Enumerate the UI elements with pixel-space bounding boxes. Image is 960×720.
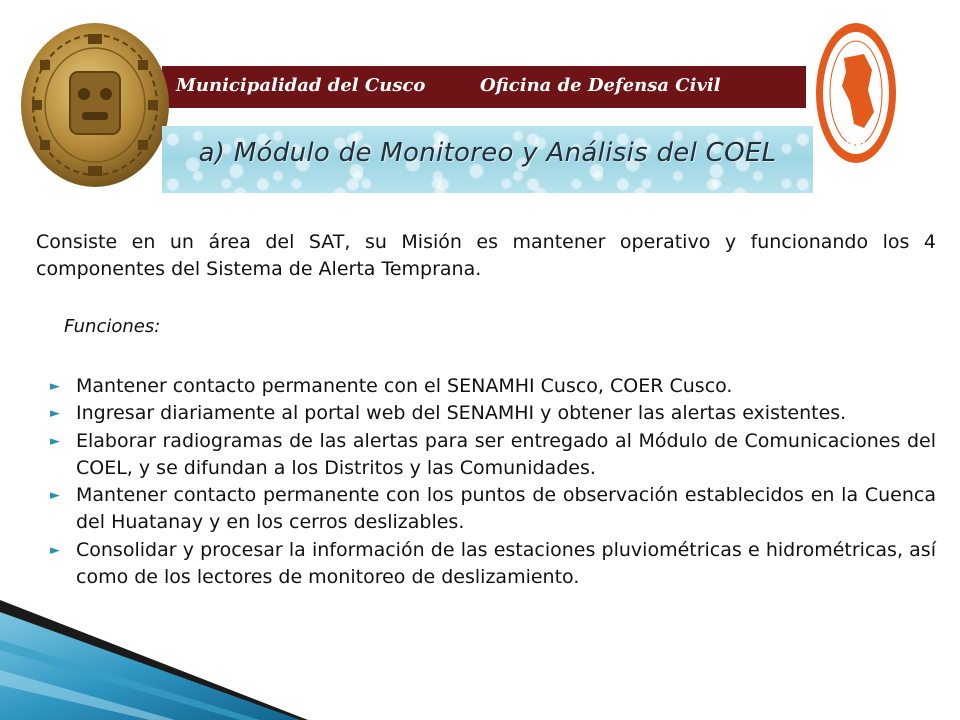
title-banner	[162, 126, 813, 193]
list-item	[50, 537, 936, 592]
functions-list	[50, 373, 936, 591]
triangle-right-icon: ►	[50, 542, 60, 558]
triangle-right-icon: ►	[50, 379, 60, 394]
header-municipality: Municipalidad del Cusco	[176, 75, 426, 96]
header-bar	[162, 66, 806, 108]
list-item	[50, 428, 936, 483]
triangle-right-icon: ►	[50, 406, 60, 422]
triangle-right-icon: ►	[50, 433, 60, 449]
slide-title: a) Módulo de Monitoreo y Análisis del COEL	[198, 138, 777, 168]
list-item-text: Ingresar diariamente al portal web del SENAMHI y obtener las alertas existentes.	[76, 402, 847, 425]
logo-country-text: PERU	[842, 141, 870, 151]
header-office: Oficina de Defensa Civil	[480, 75, 721, 96]
defensa-civil-logo	[814, 20, 898, 166]
list-item-text: Elaborar radiogramas de las alertas para ser entregado al Módulo de Comunicaciones del COEL, y se difundan a los Distritos y las Comunidades.	[76, 429, 936, 479]
functions-heading: Funciones:	[64, 316, 161, 337]
list-item	[50, 482, 936, 537]
list-item-text: Mantener contacto permanente con los puntos de observación establecidos en la Cuenca del Huatanay y en los cerros deslizables.	[76, 484, 936, 534]
inca-seal-logo	[18, 20, 172, 190]
triangle-right-icon: ►	[50, 488, 60, 504]
list-item-text: Consolidar y procesar la información de las estaciones pluviométricas e hidrométricas, así como de los lectores de monitoreo de deslizamiento.	[76, 538, 936, 589]
intro-paragraph: Consiste en un área del SAT, su Misión es mantener operativo y funcionando los 4 componentes del Sistema de Alerta Temprana.	[36, 231, 936, 280]
list-item-text: Mantener contacto permanente con el SENAMHI Cusco, COER Cusco.	[76, 375, 733, 397]
list-item	[50, 373, 936, 400]
list-item	[50, 400, 936, 427]
